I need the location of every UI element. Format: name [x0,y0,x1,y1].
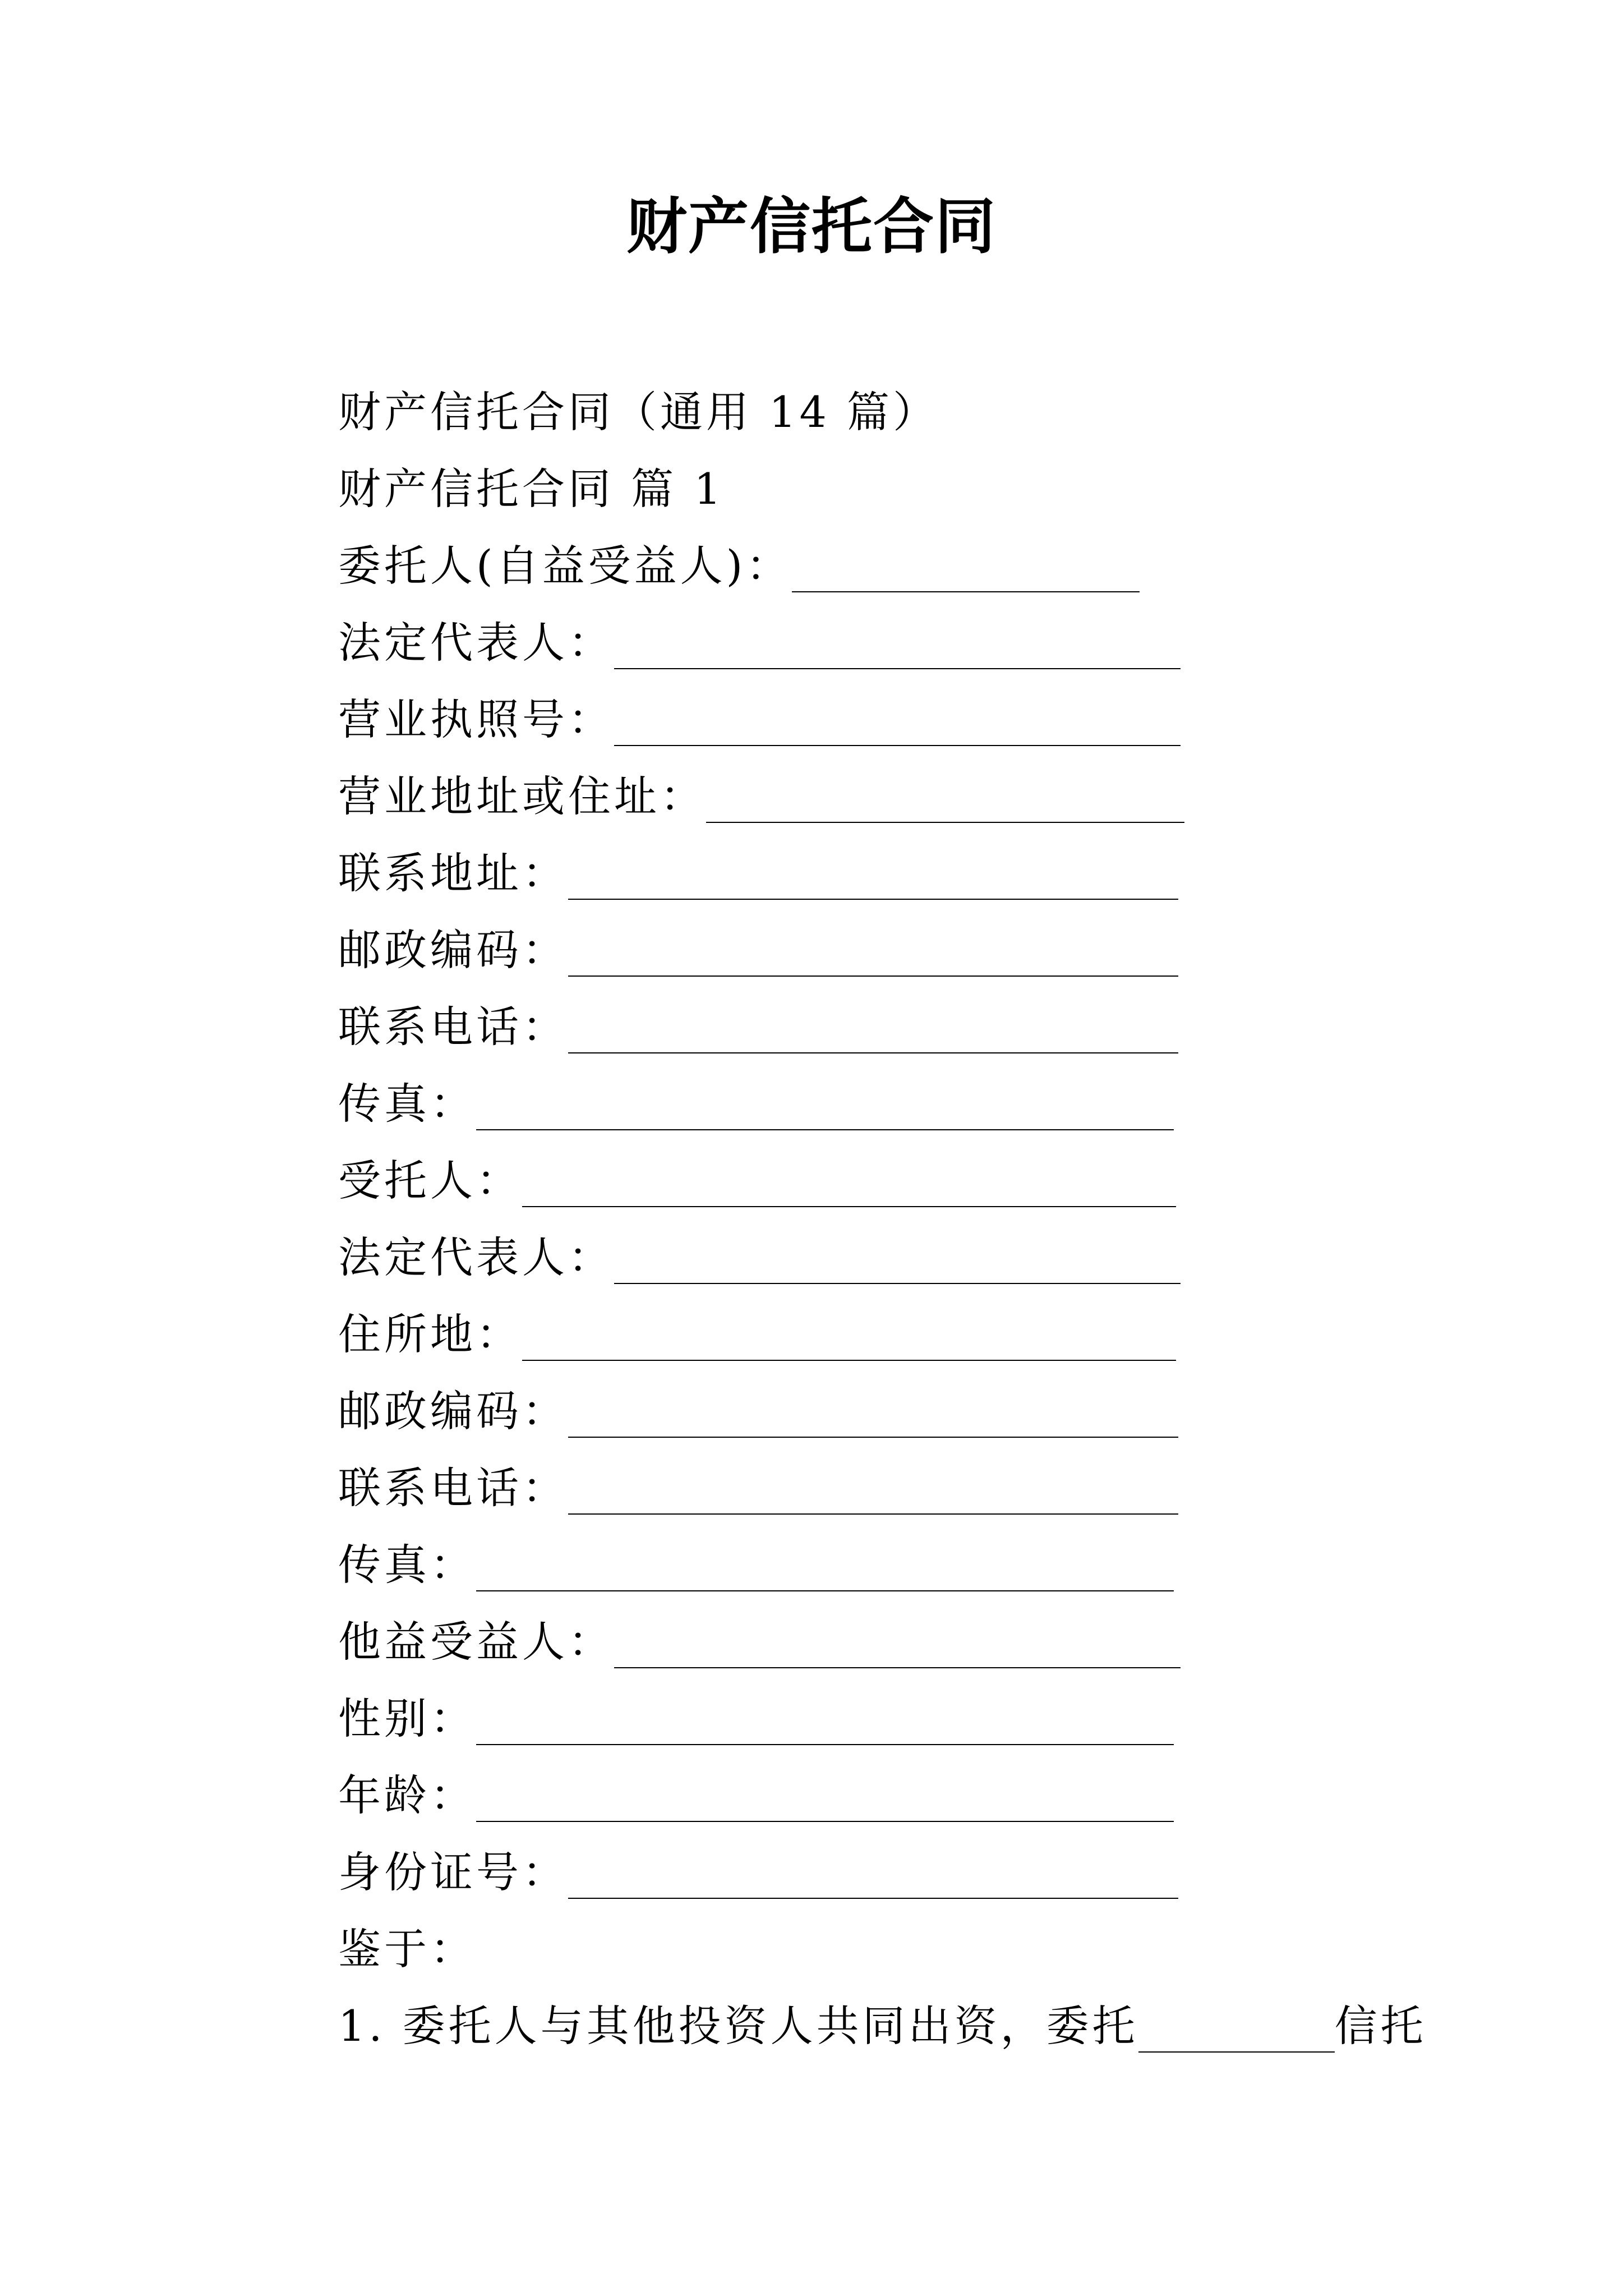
field-label: 身份证号： [338,1847,568,1897]
form-field-fax-1 [338,1073,1174,1135]
field-label: 他益受益人： [338,1617,614,1667]
business-address-blank [706,774,1184,823]
trustee-blank [522,1158,1176,1207]
trust-company-blank [1138,2003,1335,2053]
gender-blank [476,1696,1174,1745]
legal-rep-blank [614,620,1181,669]
field-label: 联系电话： [338,1002,568,1052]
legal-rep-blank [614,1235,1181,1284]
field-label: 受托人： [338,1156,522,1205]
field-label: 营业执照号： [338,694,614,744]
contact-address-blank [568,850,1178,900]
business-license-blank [614,697,1181,746]
form-field-fax-2 [338,1534,1174,1596]
fax-blank [476,1542,1174,1591]
fax-blank [476,1081,1174,1130]
clause-text: 1. 委托人与其他投资人共同出资，委托 [338,2001,1138,2051]
field-label: 法定代表人： [338,1232,614,1282]
clause-1 [338,1995,1427,2057]
field-label: 委托人(自益受益人)： [338,541,792,591]
form-field-legal-rep-1 [338,612,1181,674]
field-label: 法定代表人： [338,618,614,668]
age-blank [476,1773,1174,1822]
form-field-contact-address [338,843,1178,904]
field-label: 性别： [338,1694,476,1743]
postal-code-blank [568,927,1178,977]
section-heading: 财产信托合同 篇 1 [338,464,725,514]
field-label: 联系电话： [338,1463,568,1513]
field-label: 住所地： [338,1309,522,1359]
form-field-legal-rep-2 [338,1227,1181,1289]
form-field-postal-code-1 [338,919,1178,981]
field-label: 年龄： [338,1770,476,1820]
document-subtitle: 财产信托合同（通用 14 篇） [338,387,939,437]
form-field-phone-2 [338,1457,1178,1519]
field-label: 传真： [338,1079,476,1129]
form-field-other-beneficiary [338,1611,1181,1673]
phone-blank [568,1004,1178,1053]
field-label: 传真： [338,1540,476,1590]
domicile-blank [522,1312,1176,1361]
form-field-postal-code-2 [338,1381,1178,1442]
form-field-trustee [338,1150,1176,1212]
form-field-gender [338,1688,1174,1750]
field-label: 联系地址： [338,848,568,898]
form-field-domicile [338,1304,1176,1365]
field-label: 营业地址或住址： [338,771,706,821]
document-title: 财产信托合同 [626,192,997,262]
phone-blank [568,1465,1178,1515]
form-field-age [338,1765,1174,1826]
form-field-business-address [338,766,1184,827]
field-label: 邮政编码： [338,1386,568,1436]
form-field-phone-1 [338,996,1178,1058]
field-label: 邮政编码： [338,925,568,975]
other-beneficiary-blank [614,1619,1181,1668]
whereas-heading: 鉴于： [338,1924,476,1974]
form-field-business-license [338,689,1181,751]
id-number-blank [568,1849,1178,1899]
form-field-entrustor [338,535,1140,597]
entrustor-blank [792,543,1140,592]
form-field-id-number [338,1842,1178,1903]
postal-code-blank [568,1388,1178,1438]
clause-text: 信托 [1334,2001,1427,2051]
